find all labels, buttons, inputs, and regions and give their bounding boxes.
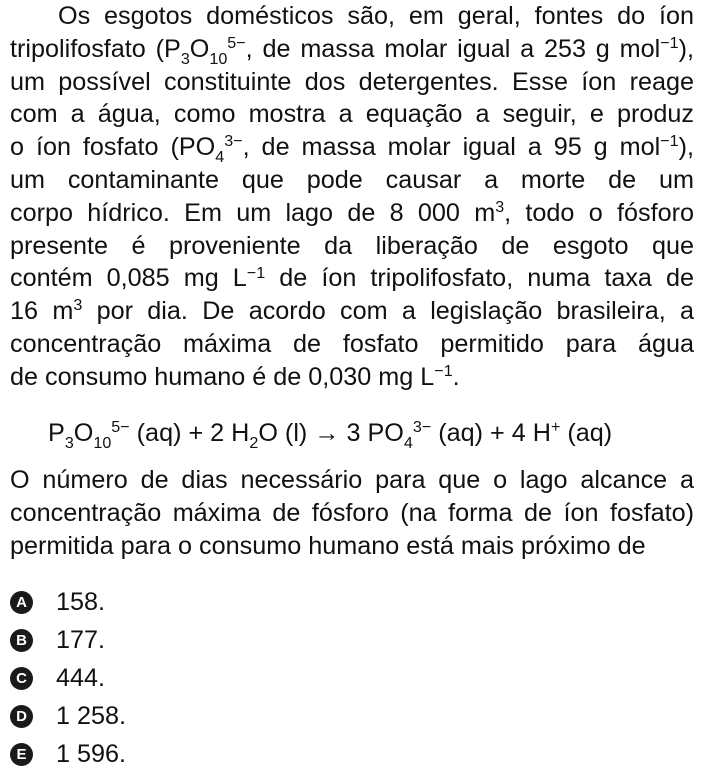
text-line: o íon fosfato ($PO_4^{3-}$, de massa molar igual a 95 g mol$^{-1}$), — [10, 132, 694, 166]
option-text: 1 596. — [56, 739, 127, 768]
question-prompt — [10, 464, 694, 562]
chemical-equation: $P_3O_{10}^{5-}$ (aq) + 2 $H_2O$ (l) → 3 $PO_4^{3-}$ (aq) + 4 H+ (aq) — [48, 418, 613, 452]
text-line: um possível constituinte dos detergentes. Esse íon reage — [10, 67, 694, 96]
answer-options — [10, 583, 126, 773]
text-line: Os esgotos domésticos são, em geral, fontes do íon — [58, 2, 694, 30]
text-line: com a água, como mostra a equação a seguir, e produz — [10, 100, 694, 129]
option-e[interactable] — [10, 735, 126, 773]
option-letter-badge: B — [10, 629, 33, 652]
option-letter-badge: A — [10, 591, 33, 614]
text-line: de consumo humano é de 0,030 mg $L^{-1}$. — [10, 361, 460, 391]
question-intro — [10, 0, 694, 394]
option-letter-badge: D — [10, 705, 33, 728]
option-b[interactable] — [10, 621, 126, 659]
text-line: permitida para o consumo humano está mais próximo de — [10, 531, 646, 560]
text-line: concentração máxima de fosfato permitido para água — [10, 329, 694, 358]
text-line: um contaminante que pode causar a morte de um — [10, 165, 694, 194]
option-a[interactable] — [10, 583, 126, 621]
option-text: 444. — [56, 663, 106, 692]
text-line: contém 0,085 mg $L^{-1}$ de íon tripolifosfato, numa taxa de — [10, 263, 694, 293]
text-line: presente é proveniente da liberação de esgoto que — [10, 231, 694, 260]
text-line: concentração máxima de fósforo (na forma de íon fosfato) — [10, 498, 694, 527]
text-line: O número de dias necessário para que o lago alcance a — [10, 466, 694, 494]
option-letter-badge: E — [10, 743, 33, 766]
option-letter-badge: C — [10, 667, 33, 690]
option-text: 158. — [56, 587, 106, 616]
option-c[interactable] — [10, 659, 126, 697]
option-d[interactable] — [10, 697, 126, 735]
text-line: 16 $m^3$ por dia. De acordo com a legislação brasileira, a — [10, 296, 695, 326]
text-line: corpo hídrico. Em um lago de 8 000 $m^3$, todo o fósforo — [10, 197, 694, 227]
text-line: tripolifosfato ($P_3O_{10}^{5-}$, de massa molar igual a 253 g mol$^{-1}$), — [10, 33, 694, 68]
option-text: 177. — [56, 625, 106, 654]
option-text: 1 258. — [56, 701, 127, 730]
